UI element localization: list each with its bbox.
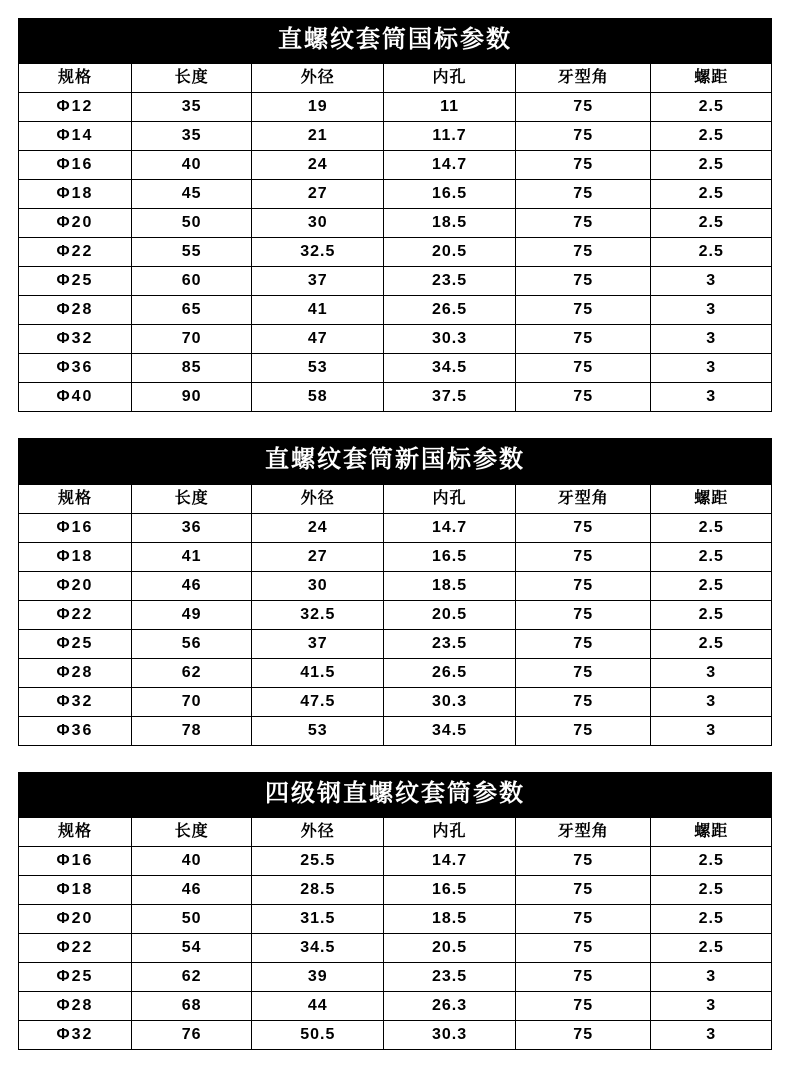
cell-spec: Φ22 [19, 238, 132, 267]
column-header: 内孔 [384, 64, 516, 93]
cell-pitch: 3 [651, 383, 772, 412]
cell-length: 50 [131, 209, 251, 238]
cell-thread-angle: 75 [515, 151, 651, 180]
cell-length: 70 [131, 687, 251, 716]
cell-spec: Φ28 [19, 296, 132, 325]
cell-thread-angle: 75 [515, 600, 651, 629]
cell-length: 85 [131, 354, 251, 383]
cell-inner-hole: 18.5 [384, 905, 516, 934]
cell-pitch: 3 [651, 1021, 772, 1050]
cell-pitch: 2.5 [651, 905, 772, 934]
table-title: 直螺纹套筒国标参数 [18, 18, 772, 63]
cell-outer-diameter: 39 [252, 963, 384, 992]
cell-inner-hole: 26.5 [384, 296, 516, 325]
cell-pitch: 2.5 [651, 876, 772, 905]
cell-thread-angle: 75 [515, 238, 651, 267]
cell-length: 49 [131, 600, 251, 629]
table-title: 直螺纹套筒新国标参数 [18, 438, 772, 483]
cell-inner-hole: 20.5 [384, 934, 516, 963]
cell-length: 62 [131, 658, 251, 687]
cell-spec: Φ20 [19, 905, 132, 934]
cell-pitch: 2.5 [651, 934, 772, 963]
cell-length: 54 [131, 934, 251, 963]
cell-spec: Φ22 [19, 600, 132, 629]
cell-spec: Φ14 [19, 122, 132, 151]
column-header: 内孔 [384, 484, 516, 513]
cell-pitch: 2.5 [651, 93, 772, 122]
cell-outer-diameter: 41 [252, 296, 384, 325]
table-row [19, 905, 772, 934]
cell-spec: Φ36 [19, 716, 132, 745]
cell-pitch: 3 [651, 325, 772, 354]
table-row [19, 296, 772, 325]
cell-outer-diameter: 53 [252, 354, 384, 383]
cell-outer-diameter: 50.5 [252, 1021, 384, 1050]
cell-length: 68 [131, 992, 251, 1021]
column-header: 螺距 [651, 64, 772, 93]
table-row [19, 542, 772, 571]
cell-inner-hole: 30.3 [384, 1021, 516, 1050]
cell-spec: Φ36 [19, 354, 132, 383]
spec-table [18, 63, 772, 412]
cell-length: 40 [131, 847, 251, 876]
cell-thread-angle: 75 [515, 629, 651, 658]
cell-inner-hole: 11.7 [384, 122, 516, 151]
table-row [19, 325, 772, 354]
cell-thread-angle: 75 [515, 296, 651, 325]
cell-outer-diameter: 25.5 [252, 847, 384, 876]
table-header-row [19, 484, 772, 513]
column-header: 长度 [131, 64, 251, 93]
cell-spec: Φ25 [19, 963, 132, 992]
cell-thread-angle: 75 [515, 267, 651, 296]
cell-length: 40 [131, 151, 251, 180]
cell-length: 78 [131, 716, 251, 745]
cell-inner-hole: 16.5 [384, 542, 516, 571]
column-header: 螺距 [651, 818, 772, 847]
cell-length: 62 [131, 963, 251, 992]
cell-outer-diameter: 24 [252, 151, 384, 180]
cell-outer-diameter: 47 [252, 325, 384, 354]
table-row [19, 716, 772, 745]
column-header: 外径 [252, 64, 384, 93]
table-row [19, 629, 772, 658]
cell-thread-angle: 75 [515, 934, 651, 963]
cell-spec: Φ16 [19, 513, 132, 542]
cell-pitch: 2.5 [651, 513, 772, 542]
cell-length: 41 [131, 542, 251, 571]
column-header: 外径 [252, 818, 384, 847]
cell-inner-hole: 34.5 [384, 716, 516, 745]
table-row [19, 267, 772, 296]
column-header: 长度 [131, 818, 251, 847]
cell-outer-diameter: 30 [252, 209, 384, 238]
column-header: 规格 [19, 818, 132, 847]
spec-table [18, 484, 772, 746]
cell-inner-hole: 16.5 [384, 180, 516, 209]
cell-outer-diameter: 37 [252, 629, 384, 658]
cell-spec: Φ40 [19, 383, 132, 412]
cell-thread-angle: 75 [515, 180, 651, 209]
table-row [19, 383, 772, 412]
cell-pitch: 3 [651, 963, 772, 992]
cell-length: 60 [131, 267, 251, 296]
cell-thread-angle: 75 [515, 93, 651, 122]
cell-thread-angle: 75 [515, 122, 651, 151]
cell-outer-diameter: 34.5 [252, 934, 384, 963]
cell-spec: Φ20 [19, 571, 132, 600]
cell-thread-angle: 75 [515, 716, 651, 745]
cell-outer-diameter: 44 [252, 992, 384, 1021]
table-row [19, 354, 772, 383]
cell-inner-hole: 23.5 [384, 629, 516, 658]
cell-inner-hole: 30.3 [384, 325, 516, 354]
cell-length: 65 [131, 296, 251, 325]
cell-pitch: 3 [651, 716, 772, 745]
table-row [19, 992, 772, 1021]
cell-pitch: 2.5 [651, 180, 772, 209]
cell-length: 45 [131, 180, 251, 209]
table-header-row [19, 818, 772, 847]
cell-pitch: 2.5 [651, 571, 772, 600]
cell-pitch: 2.5 [651, 600, 772, 629]
cell-inner-hole: 18.5 [384, 571, 516, 600]
cell-spec: Φ32 [19, 687, 132, 716]
column-header: 螺距 [651, 484, 772, 513]
cell-pitch: 3 [651, 267, 772, 296]
cell-inner-hole: 30.3 [384, 687, 516, 716]
cell-spec: Φ25 [19, 629, 132, 658]
table-row [19, 513, 772, 542]
cell-outer-diameter: 27 [252, 180, 384, 209]
cell-inner-hole: 20.5 [384, 238, 516, 267]
table-row [19, 847, 772, 876]
cell-pitch: 3 [651, 687, 772, 716]
table-row [19, 180, 772, 209]
cell-pitch: 3 [651, 296, 772, 325]
cell-inner-hole: 16.5 [384, 876, 516, 905]
cell-inner-hole: 37.5 [384, 383, 516, 412]
cell-spec: Φ28 [19, 658, 132, 687]
table-row [19, 963, 772, 992]
cell-spec: Φ16 [19, 151, 132, 180]
cell-pitch: 2.5 [651, 629, 772, 658]
table-row [19, 1021, 772, 1050]
cell-outer-diameter: 37 [252, 267, 384, 296]
table-row [19, 934, 772, 963]
spec-table-block-3 [18, 772, 772, 1050]
cell-length: 76 [131, 1021, 251, 1050]
column-header: 外径 [252, 484, 384, 513]
cell-outer-diameter: 32.5 [252, 238, 384, 267]
spec-table [18, 817, 772, 1050]
cell-outer-diameter: 21 [252, 122, 384, 151]
table-title: 四级钢直螺纹套筒参数 [18, 772, 772, 817]
cell-length: 46 [131, 876, 251, 905]
table-header-row [19, 64, 772, 93]
table-row [19, 238, 772, 267]
column-header: 规格 [19, 484, 132, 513]
cell-spec: Φ16 [19, 847, 132, 876]
cell-outer-diameter: 58 [252, 383, 384, 412]
cell-outer-diameter: 27 [252, 542, 384, 571]
spec-table-block-2 [18, 438, 772, 745]
cell-length: 70 [131, 325, 251, 354]
cell-length: 35 [131, 93, 251, 122]
cell-pitch: 2.5 [651, 542, 772, 571]
cell-thread-angle: 75 [515, 905, 651, 934]
cell-pitch: 3 [651, 992, 772, 1021]
spec-table-block-1 [18, 18, 772, 412]
cell-pitch: 3 [651, 354, 772, 383]
table-row [19, 93, 772, 122]
cell-outer-diameter: 53 [252, 716, 384, 745]
cell-pitch: 2.5 [651, 238, 772, 267]
cell-pitch: 2.5 [651, 847, 772, 876]
cell-thread-angle: 75 [515, 571, 651, 600]
table-row [19, 571, 772, 600]
cell-thread-angle: 75 [515, 542, 651, 571]
cell-inner-hole: 14.7 [384, 151, 516, 180]
cell-spec: Φ18 [19, 876, 132, 905]
cell-pitch: 2.5 [651, 209, 772, 238]
column-header: 牙型角 [515, 64, 651, 93]
cell-thread-angle: 75 [515, 992, 651, 1021]
cell-inner-hole: 34.5 [384, 354, 516, 383]
cell-outer-diameter: 31.5 [252, 905, 384, 934]
cell-thread-angle: 75 [515, 209, 651, 238]
cell-inner-hole: 11 [384, 93, 516, 122]
cell-spec: Φ18 [19, 180, 132, 209]
cell-spec: Φ12 [19, 93, 132, 122]
cell-spec: Φ22 [19, 934, 132, 963]
cell-length: 35 [131, 122, 251, 151]
column-header: 牙型角 [515, 818, 651, 847]
cell-thread-angle: 75 [515, 847, 651, 876]
column-header: 牙型角 [515, 484, 651, 513]
cell-outer-diameter: 28.5 [252, 876, 384, 905]
table-row [19, 122, 772, 151]
cell-thread-angle: 75 [515, 963, 651, 992]
cell-length: 50 [131, 905, 251, 934]
table-row [19, 876, 772, 905]
cell-outer-diameter: 32.5 [252, 600, 384, 629]
cell-thread-angle: 75 [515, 658, 651, 687]
cell-thread-angle: 75 [515, 876, 651, 905]
cell-pitch: 2.5 [651, 122, 772, 151]
cell-length: 90 [131, 383, 251, 412]
cell-length: 56 [131, 629, 251, 658]
table-row [19, 600, 772, 629]
cell-spec: Φ18 [19, 542, 132, 571]
table-row [19, 687, 772, 716]
cell-inner-hole: 23.5 [384, 963, 516, 992]
cell-outer-diameter: 24 [252, 513, 384, 542]
cell-thread-angle: 75 [515, 354, 651, 383]
column-header: 长度 [131, 484, 251, 513]
cell-outer-diameter: 19 [252, 93, 384, 122]
cell-inner-hole: 23.5 [384, 267, 516, 296]
cell-spec: Φ28 [19, 992, 132, 1021]
cell-spec: Φ32 [19, 1021, 132, 1050]
cell-spec: Φ20 [19, 209, 132, 238]
cell-thread-angle: 75 [515, 687, 651, 716]
cell-outer-diameter: 41.5 [252, 658, 384, 687]
cell-spec: Φ25 [19, 267, 132, 296]
cell-inner-hole: 14.7 [384, 847, 516, 876]
cell-thread-angle: 75 [515, 325, 651, 354]
cell-length: 55 [131, 238, 251, 267]
cell-thread-angle: 75 [515, 383, 651, 412]
cell-inner-hole: 26.3 [384, 992, 516, 1021]
cell-inner-hole: 20.5 [384, 600, 516, 629]
cell-pitch: 3 [651, 658, 772, 687]
cell-thread-angle: 75 [515, 513, 651, 542]
cell-pitch: 2.5 [651, 151, 772, 180]
table-row [19, 209, 772, 238]
cell-thread-angle: 75 [515, 1021, 651, 1050]
cell-outer-diameter: 30 [252, 571, 384, 600]
cell-length: 46 [131, 571, 251, 600]
column-header: 规格 [19, 64, 132, 93]
column-header: 内孔 [384, 818, 516, 847]
cell-inner-hole: 14.7 [384, 513, 516, 542]
cell-inner-hole: 26.5 [384, 658, 516, 687]
cell-spec: Φ32 [19, 325, 132, 354]
cell-outer-diameter: 47.5 [252, 687, 384, 716]
cell-length: 36 [131, 513, 251, 542]
table-row [19, 151, 772, 180]
cell-inner-hole: 18.5 [384, 209, 516, 238]
table-row [19, 658, 772, 687]
